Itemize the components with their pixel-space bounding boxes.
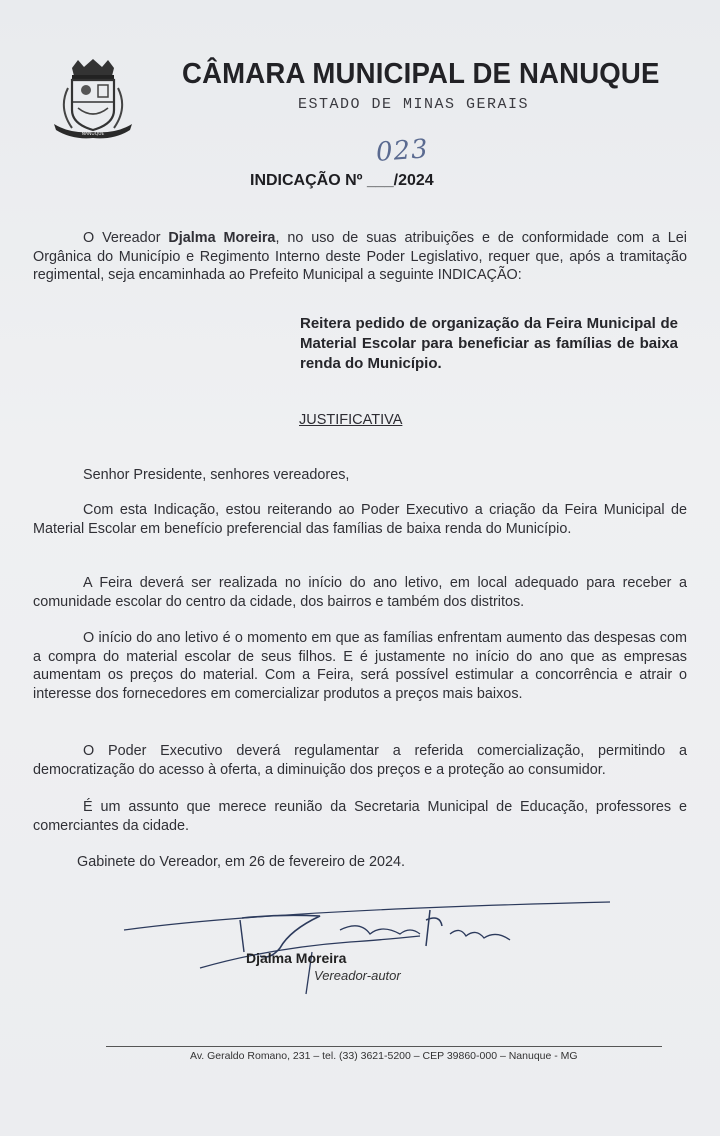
handwritten-number: 023 <box>375 134 430 168</box>
paragraph-1-text: Com esta Indicação, estou reiterando ao Poder Executivo a criação da Feira Municipal de Material Escolar em benefício preferencial das famílias de baixa renda do Município. <box>33 502 687 537</box>
closing-text: Gabinete do Vereador, em 26 de fevereiro de 2024. <box>77 854 406 870</box>
handwritten-signature-icon <box>120 890 620 1000</box>
footer-address: Av. Geraldo Romano, 231 – tel. (33) 3621-5200 – CEP 39860-000 – Nanuque - MG <box>190 1050 578 1062</box>
paragraph-3 <box>33 629 687 703</box>
paragraph-5 <box>33 798 687 835</box>
municipal-seal-icon <box>50 58 136 140</box>
paragraph-5-text: É um assunto que merece reunião da Secretaria Municipal de Educação, professores e comerciantes da cidade. <box>33 799 687 834</box>
greeting-text: Senhor Presidente, senhores vereadores, <box>83 467 350 483</box>
state-subtitle: ESTADO DE MINAS GERAIS <box>298 96 530 113</box>
intro-paragraph <box>33 229 687 285</box>
signature-name: Djalma Moreira <box>246 950 347 966</box>
paragraph-1 <box>33 501 687 538</box>
seal-ribbon-text: NANUQUE <box>81 132 105 137</box>
footer-divider <box>106 1046 662 1047</box>
signature-role: Vereador-autor <box>314 968 401 983</box>
intro-prefix: O Vereador <box>83 230 169 246</box>
subject-block: Reitera pedido de organização da Feira Municipal de Material Escolar para beneficiar as famílias de baixa renda do Município. <box>300 315 678 372</box>
greeting <box>33 466 687 485</box>
indicacao-heading: INDICAÇÃO Nº ___/2024 <box>250 172 434 189</box>
intro-text: , no uso de suas atribuições e de conformidade com a Lei Orgânica do Município e Regimento Interno deste Poder Legislativo, requer que, após a tramitação regimental, seja encaminhada ao Prefeito Municipal a seguinte INDICAÇÃO: <box>33 230 687 283</box>
councilor-name: Djalma Moreira <box>168 230 276 246</box>
justificativa-heading: JUSTIFICATIVA <box>299 412 403 428</box>
closing-line <box>33 853 687 872</box>
paragraph-2-text: A Feira deverá ser realizada no início do ano letivo, em local adequado para receber a comunidade escolar do centro da cidade, dos bairros e também dos distritos. <box>33 575 687 610</box>
paragraph-4 <box>33 742 687 779</box>
paragraph-2 <box>33 574 687 611</box>
paragraph-3-text: O início do ano letivo é o momento em que as famílias enfrentam aumento das despesas com a compra do material escolar de seus filhos. E é justamente no início do ano que as empresas aumentam os preços do material. Com a Feira, será possível estimular a concorrência e atrair o interesse dos fornecedores em comercializar produtos a preços mais baixos. <box>33 630 687 702</box>
paragraph-4-text: O Poder Executivo deverá regulamentar a referida comercialização, permitindo a democratização do acesso à oferta, a diminuição dos preços e a proteção ao consumidor. <box>33 743 687 778</box>
page-title: CÂMARA MUNICIPAL DE NANUQUE <box>182 58 660 90</box>
